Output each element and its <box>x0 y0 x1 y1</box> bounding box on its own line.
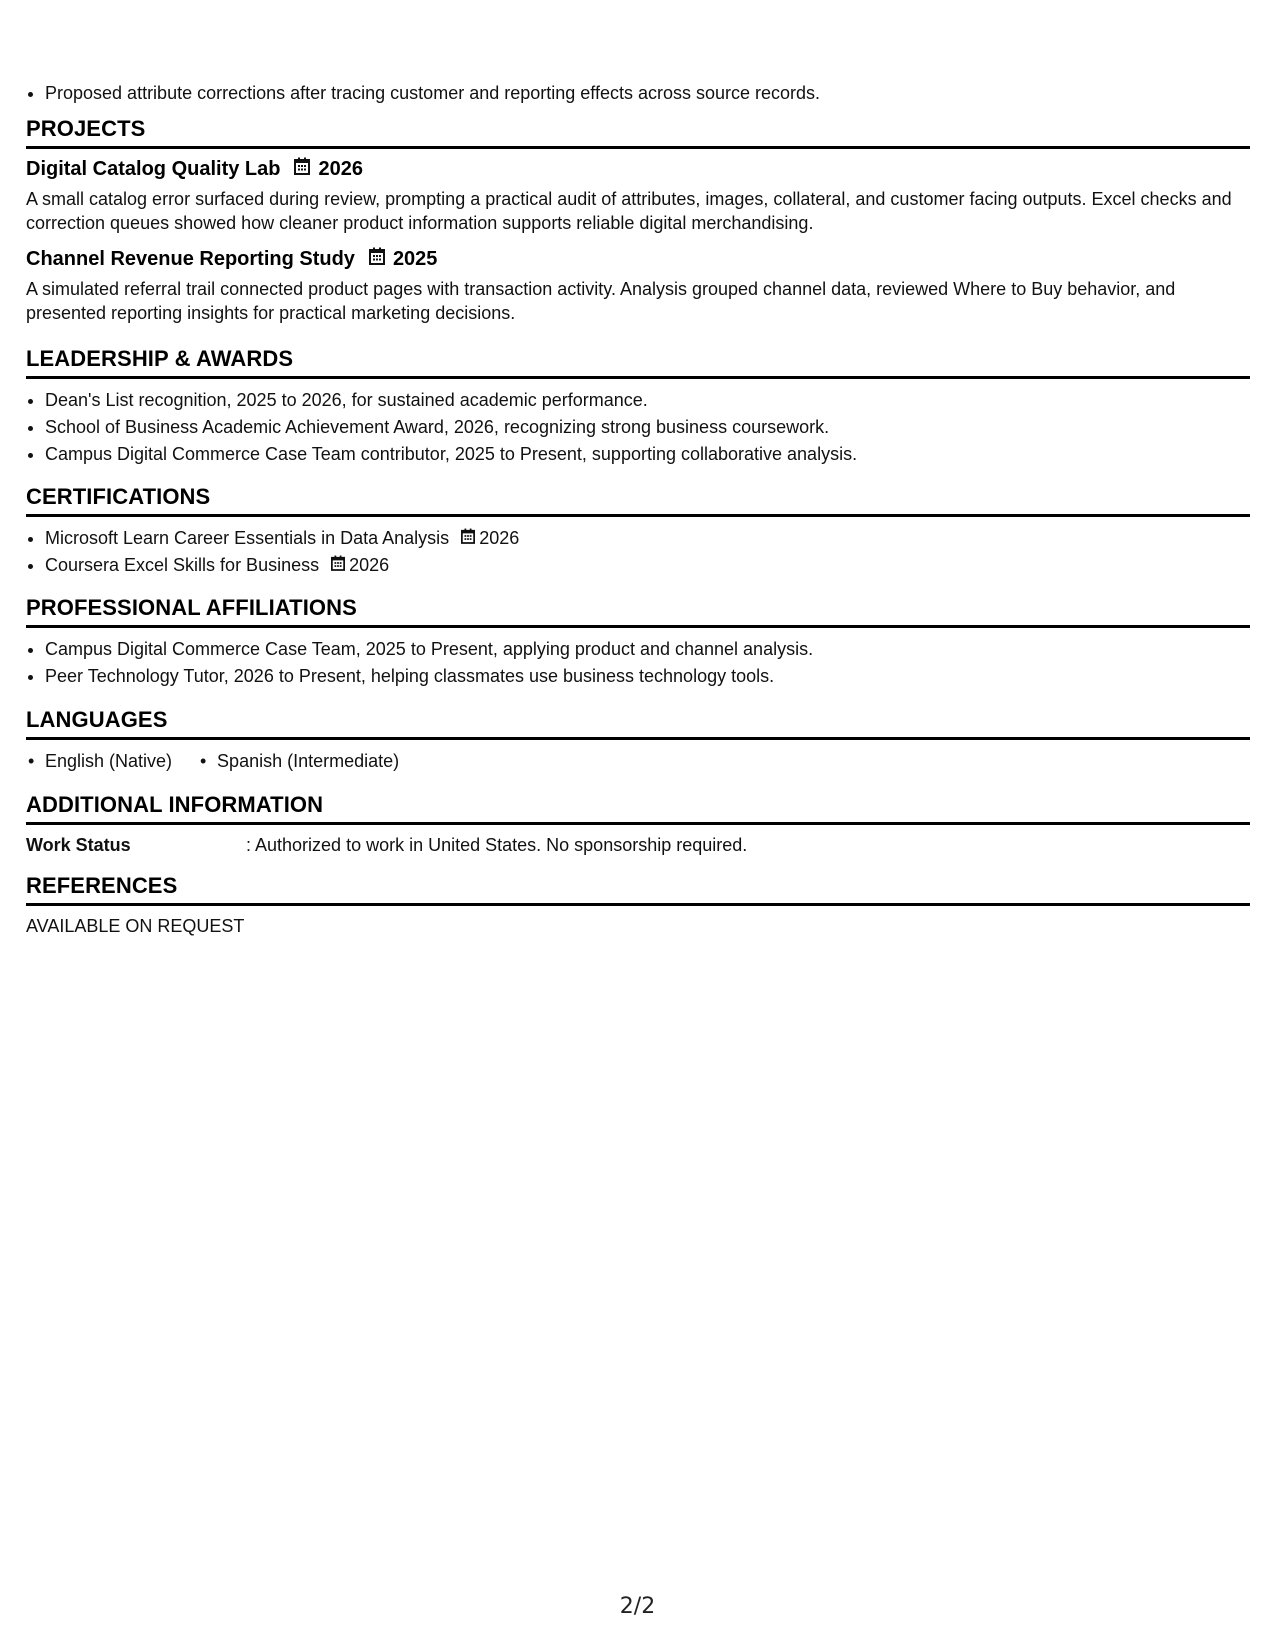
leadership-section <box>26 346 1250 468</box>
certifications-section <box>26 484 1250 579</box>
calendar-icon <box>294 157 310 181</box>
experience-bullet-list <box>26 80 1250 107</box>
work-status-row <box>26 833 1250 857</box>
additional-info-section <box>26 792 1250 857</box>
work-status-value: : Authorized to work in United States. No sponsorship required. <box>246 835 748 855</box>
project-name: Digital Catalog Quality Lab <box>26 157 281 180</box>
project-name: Channel Revenue Reporting Study <box>26 247 355 270</box>
list-item: • School of Business Academic Achievement Award, 2026, recognizing strong business coursework. <box>45 414 1250 441</box>
certification-name: • Microsoft Learn Career Essentials in Data Analysis <box>45 528 450 548</box>
list-item: • Spanish (Intermediate) <box>198 748 399 775</box>
calendar-icon <box>461 525 475 552</box>
project-description: A simulated referral trail connected product pages with transaction activity. Analysis grouped channel data, reviewed Where to Buy behavior, and presented reporting insights for practical marketing decisions. <box>26 279 1176 323</box>
calendar-icon <box>331 552 345 579</box>
project-year: 2026 <box>318 157 363 180</box>
list-item <box>45 552 1250 579</box>
section-heading: ADDITIONAL INFORMATION <box>26 792 1250 825</box>
work-status-label: Work Status <box>26 835 131 855</box>
languages-section <box>26 707 1250 775</box>
list-item: • Campus Digital Commerce Case Team contributor, 2025 to Present, supporting collaborative analysis. <box>45 441 1250 468</box>
certification-entry <box>45 525 1250 552</box>
list-item: • Peer Technology Tutor, 2026 to Present, helping classmates use business technology tools. <box>45 663 1250 690</box>
section-heading: LEADERSHIP & AWARDS <box>26 346 1250 379</box>
certification-name: • Coursera Excel Skills for Business <box>45 555 320 575</box>
leadership-list <box>26 387 1250 468</box>
list-item: • English (Native) <box>26 748 172 775</box>
list-item: • Campus Digital Commerce Case Team, 2025 to Present, applying product and channel analysis. <box>45 636 1250 663</box>
list-item: • Proposed attribute corrections after tracing customer and reporting effects across source records. <box>45 80 1250 107</box>
languages-list <box>26 748 1250 775</box>
section-heading: LANGUAGES <box>26 707 1250 740</box>
page-number: 2/2 <box>619 1594 656 1619</box>
project-description: A small catalog error surfaced during review, prompting a practical audit of attributes, images, collateral, and customer facing outputs. Excel checks and correction queues showed how cleaner product information supports reliable digital merchandising. <box>26 189 1232 233</box>
references-text: AVAILABLE ON REQUEST <box>26 916 245 936</box>
affiliations-section <box>26 595 1250 690</box>
certifications-list <box>26 525 1250 579</box>
projects-section <box>26 116 1250 337</box>
calendar-icon <box>369 247 385 271</box>
section-heading: CERTIFICATIONS <box>26 484 1250 517</box>
section-heading: PROJECTS <box>26 116 1250 149</box>
experience-continued <box>26 80 1250 107</box>
certification-entry <box>45 552 1250 579</box>
list-item <box>45 525 1250 552</box>
list-item: • Dean's List recognition, 2025 to 2026, for sustained academic performance. <box>45 387 1250 414</box>
affiliations-list <box>26 636 1250 690</box>
project-title <box>26 247 1250 271</box>
certification-year: 2026 <box>349 555 390 575</box>
section-heading: REFERENCES <box>26 873 1250 906</box>
section-heading: PROFESSIONAL AFFILIATIONS <box>26 595 1250 628</box>
references-section <box>26 873 1250 938</box>
project-title <box>26 157 1250 181</box>
certification-year: 2026 <box>479 528 520 548</box>
project-year: 2025 <box>392 247 438 270</box>
